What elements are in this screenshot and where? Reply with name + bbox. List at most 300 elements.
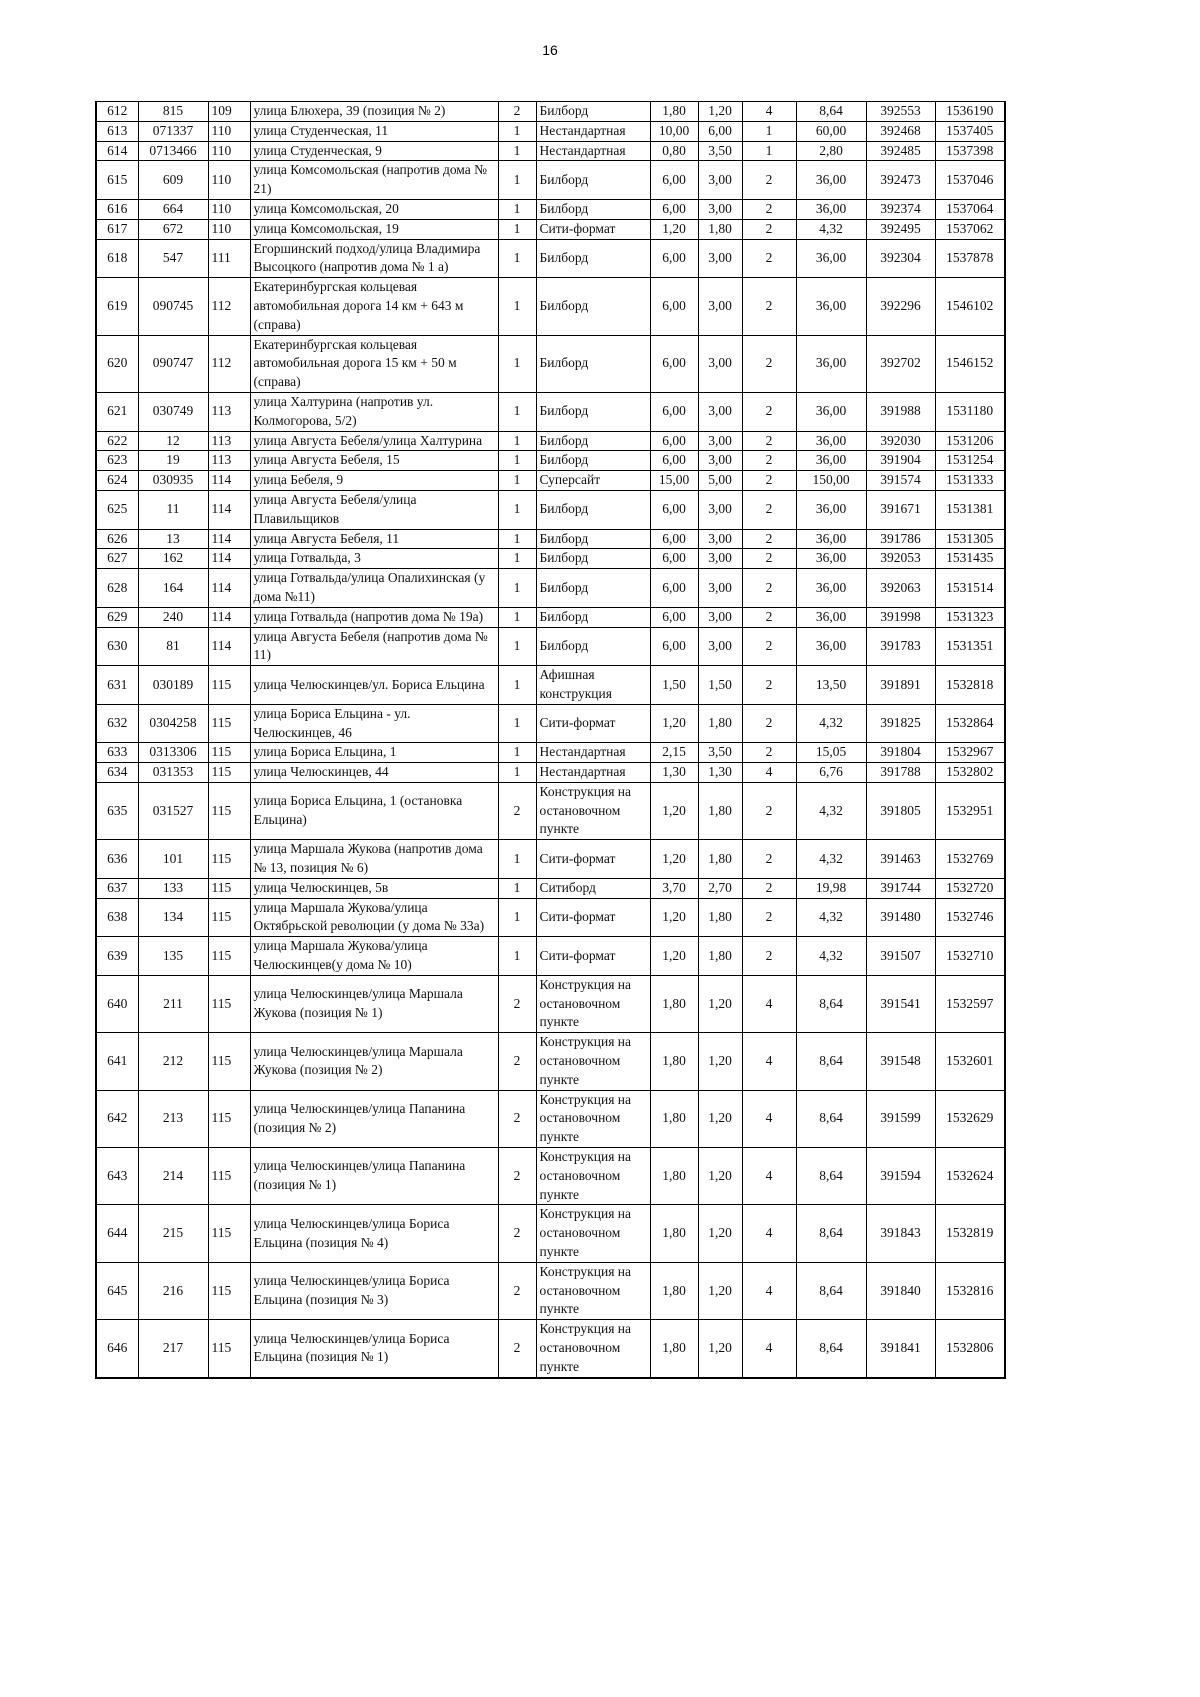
area-cell: 36,00: [796, 431, 866, 451]
area-cell: 8,64: [796, 1090, 866, 1147]
table-row: [96, 937, 1005, 976]
sides-cell: 1: [498, 569, 536, 608]
coord-x-cell: 392296: [866, 278, 935, 335]
address-cell: улица Августа Бебеля/улица Плавильщиков: [250, 490, 498, 529]
district-cell: 114: [208, 529, 250, 549]
height-cell: 1,20: [698, 1205, 742, 1262]
surfaces-cell: 1: [742, 141, 796, 161]
area-cell: 36,00: [796, 161, 866, 200]
row-number-cell: 633: [96, 743, 138, 763]
table-row: [96, 451, 1005, 471]
address-cell: улица Челюскинцев/улица Маршала Жукова (позиция № 1): [250, 975, 498, 1032]
coord-y-cell: 1532806: [935, 1320, 1005, 1378]
registry-number-cell: 090745: [138, 278, 208, 335]
district-cell: 114: [208, 607, 250, 627]
coord-y-cell: 1537398: [935, 141, 1005, 161]
height-cell: 3,00: [698, 431, 742, 451]
surfaces-cell: 2: [742, 937, 796, 976]
coord-x-cell: 392473: [866, 161, 935, 200]
coord-x-cell: 391788: [866, 763, 935, 783]
coord-x-cell: 391841: [866, 1320, 935, 1378]
area-cell: 13,50: [796, 666, 866, 705]
district-cell: 110: [208, 199, 250, 219]
width-cell: 1,80: [650, 1320, 698, 1378]
table-row: [96, 607, 1005, 627]
structure-type-cell: Ситиборд: [536, 878, 650, 898]
surfaces-cell: 2: [742, 549, 796, 569]
width-cell: 1,80: [650, 1033, 698, 1090]
coord-x-cell: 391744: [866, 878, 935, 898]
height-cell: 3,00: [698, 529, 742, 549]
table-row: [96, 392, 1005, 431]
coord-x-cell: 391574: [866, 471, 935, 491]
surfaces-cell: 4: [742, 1262, 796, 1319]
structure-type-cell: Конструкция на остановочном пункте: [536, 1205, 650, 1262]
address-cell: улица Комсомольская, 20: [250, 199, 498, 219]
row-number-cell: 622: [96, 431, 138, 451]
address-cell: улица Челюскинцев, 5в: [250, 878, 498, 898]
registry-number-cell: 664: [138, 199, 208, 219]
sides-cell: 1: [498, 704, 536, 743]
surfaces-cell: 2: [742, 490, 796, 529]
height-cell: 1,80: [698, 840, 742, 879]
structure-type-cell: Конструкция на остановочном пункте: [536, 1262, 650, 1319]
structure-type-cell: Билборд: [536, 102, 650, 122]
coord-x-cell: 391804: [866, 743, 935, 763]
table-row: [96, 141, 1005, 161]
surfaces-cell: 4: [742, 1320, 796, 1378]
address-cell: улица Маршала Жукова/улица Челюскинцев(у дома № 10): [250, 937, 498, 976]
coord-y-cell: 1532864: [935, 704, 1005, 743]
sides-cell: 2: [498, 1262, 536, 1319]
address-cell: улица Блюхера, 39 (позиция № 2): [250, 102, 498, 122]
sides-cell: 2: [498, 782, 536, 839]
table-row: [96, 471, 1005, 491]
sides-cell: 1: [498, 937, 536, 976]
row-number-cell: 640: [96, 975, 138, 1032]
structure-type-cell: Билборд: [536, 607, 650, 627]
coord-x-cell: 391599: [866, 1090, 935, 1147]
district-cell: 115: [208, 1320, 250, 1378]
coord-x-cell: 392304: [866, 239, 935, 278]
coord-y-cell: 1537062: [935, 219, 1005, 239]
table-row: [96, 219, 1005, 239]
coord-x-cell: 392495: [866, 219, 935, 239]
coord-x-cell: 391548: [866, 1033, 935, 1090]
sides-cell: 1: [498, 878, 536, 898]
height-cell: 1,80: [698, 937, 742, 976]
sides-cell: 1: [498, 141, 536, 161]
coord-x-cell: 391480: [866, 898, 935, 937]
row-number-cell: 646: [96, 1320, 138, 1378]
coord-x-cell: 392468: [866, 121, 935, 141]
address-cell: улица Бориса Ельцина, 1: [250, 743, 498, 763]
registry-number-cell: 214: [138, 1148, 208, 1205]
sides-cell: 1: [498, 743, 536, 763]
registry-number-cell: 19: [138, 451, 208, 471]
row-number-cell: 643: [96, 1148, 138, 1205]
address-cell: улица Челюскинцев/улица Папанина (позиция № 2): [250, 1090, 498, 1147]
area-cell: 4,32: [796, 898, 866, 937]
row-number-cell: 626: [96, 529, 138, 549]
row-number-cell: 634: [96, 763, 138, 783]
surfaces-cell: 2: [742, 161, 796, 200]
height-cell: 1,30: [698, 763, 742, 783]
registry-number-cell: 0304258: [138, 704, 208, 743]
area-cell: 150,00: [796, 471, 866, 491]
area-cell: 36,00: [796, 199, 866, 219]
surfaces-cell: 2: [742, 431, 796, 451]
table-row: [96, 840, 1005, 879]
coord-y-cell: 1532819: [935, 1205, 1005, 1262]
sides-cell: 1: [498, 239, 536, 278]
width-cell: 2,15: [650, 743, 698, 763]
area-cell: 4,32: [796, 840, 866, 879]
district-cell: 112: [208, 278, 250, 335]
table-row: [96, 121, 1005, 141]
structure-type-cell: Билборд: [536, 529, 650, 549]
registry-number-cell: 216: [138, 1262, 208, 1319]
surfaces-cell: 4: [742, 1090, 796, 1147]
structure-type-cell: Билборд: [536, 627, 650, 666]
area-cell: 36,00: [796, 627, 866, 666]
coord-y-cell: 1532818: [935, 666, 1005, 705]
width-cell: 6,00: [650, 278, 698, 335]
sides-cell: 2: [498, 1033, 536, 1090]
sides-cell: 1: [498, 666, 536, 705]
surfaces-cell: 2: [742, 219, 796, 239]
width-cell: 15,00: [650, 471, 698, 491]
row-number-cell: 615: [96, 161, 138, 200]
area-cell: 36,00: [796, 490, 866, 529]
table-row: [96, 878, 1005, 898]
registry-number-cell: 240: [138, 607, 208, 627]
row-number-cell: 641: [96, 1033, 138, 1090]
height-cell: 3,00: [698, 335, 742, 392]
width-cell: 6,00: [650, 569, 698, 608]
table-row: [96, 431, 1005, 451]
registry-number-cell: 0713466: [138, 141, 208, 161]
width-cell: 6,00: [650, 607, 698, 627]
structure-type-cell: Билборд: [536, 451, 650, 471]
structure-type-cell: Билборд: [536, 161, 650, 200]
address-cell: улица Бориса Ельцина - ул. Челюскинцев, 46: [250, 704, 498, 743]
surfaces-cell: 4: [742, 1033, 796, 1090]
registry-number-cell: 164: [138, 569, 208, 608]
registry-number-cell: 11: [138, 490, 208, 529]
width-cell: 6,00: [650, 161, 698, 200]
structure-type-cell: Конструкция на остановочном пункте: [536, 1148, 650, 1205]
width-cell: 6,00: [650, 451, 698, 471]
address-cell: улица Челюскинцев/улица Маршала Жукова (позиция № 2): [250, 1033, 498, 1090]
area-cell: 2,80: [796, 141, 866, 161]
structure-type-cell: Сити-формат: [536, 840, 650, 879]
surfaces-cell: 2: [742, 607, 796, 627]
table-row: [96, 1205, 1005, 1262]
row-number-cell: 630: [96, 627, 138, 666]
coord-y-cell: 1532769: [935, 840, 1005, 879]
area-cell: 36,00: [796, 549, 866, 569]
height-cell: 3,00: [698, 627, 742, 666]
table-row: [96, 490, 1005, 529]
table-row: [96, 627, 1005, 666]
coord-x-cell: 391904: [866, 451, 935, 471]
district-cell: 114: [208, 471, 250, 491]
row-number-cell: 642: [96, 1090, 138, 1147]
structure-type-cell: Билборд: [536, 490, 650, 529]
surfaces-cell: 2: [742, 840, 796, 879]
width-cell: 10,00: [650, 121, 698, 141]
district-cell: 113: [208, 431, 250, 451]
height-cell: 3,00: [698, 549, 742, 569]
registry-number-cell: 030749: [138, 392, 208, 431]
width-cell: 1,30: [650, 763, 698, 783]
surfaces-cell: 4: [742, 1205, 796, 1262]
area-cell: 4,32: [796, 219, 866, 239]
area-cell: 4,32: [796, 937, 866, 976]
width-cell: 1,80: [650, 1090, 698, 1147]
height-cell: 1,50: [698, 666, 742, 705]
structure-type-cell: Конструкция на остановочном пункте: [536, 1320, 650, 1378]
coord-y-cell: 1537046: [935, 161, 1005, 200]
width-cell: 6,00: [650, 549, 698, 569]
structure-type-cell: Билборд: [536, 569, 650, 608]
width-cell: 1,20: [650, 219, 698, 239]
width-cell: 1,20: [650, 937, 698, 976]
area-cell: 36,00: [796, 451, 866, 471]
table-row: [96, 1033, 1005, 1090]
height-cell: 1,80: [698, 219, 742, 239]
table-row: [96, 975, 1005, 1032]
surfaces-cell: 1: [742, 121, 796, 141]
surfaces-cell: 2: [742, 569, 796, 608]
district-cell: 114: [208, 569, 250, 608]
coord-x-cell: 392485: [866, 141, 935, 161]
coord-x-cell: 392063: [866, 569, 935, 608]
sides-cell: 1: [498, 431, 536, 451]
advertising-structures-table: [95, 101, 1006, 1379]
width-cell: 6,00: [650, 239, 698, 278]
height-cell: 6,00: [698, 121, 742, 141]
table-row: [96, 549, 1005, 569]
height-cell: 1,80: [698, 782, 742, 839]
coord-x-cell: 391507: [866, 937, 935, 976]
table-body: [96, 102, 1005, 1378]
area-cell: 6,76: [796, 763, 866, 783]
table-row: [96, 666, 1005, 705]
registry-number-cell: 133: [138, 878, 208, 898]
coord-x-cell: 392030: [866, 431, 935, 451]
table-row: [96, 743, 1005, 763]
sides-cell: 1: [498, 840, 536, 879]
structure-type-cell: Сити-формат: [536, 937, 650, 976]
sides-cell: 1: [498, 549, 536, 569]
width-cell: 6,00: [650, 392, 698, 431]
table-row: [96, 898, 1005, 937]
width-cell: 3,70: [650, 878, 698, 898]
table-row: [96, 239, 1005, 278]
row-number-cell: 613: [96, 121, 138, 141]
coord-y-cell: 1531351: [935, 627, 1005, 666]
width-cell: 1,50: [650, 666, 698, 705]
height-cell: 1,20: [698, 102, 742, 122]
coord-x-cell: 391825: [866, 704, 935, 743]
surfaces-cell: 2: [742, 782, 796, 839]
row-number-cell: 612: [96, 102, 138, 122]
district-cell: 112: [208, 335, 250, 392]
district-cell: 115: [208, 937, 250, 976]
coord-y-cell: 1531381: [935, 490, 1005, 529]
coord-y-cell: 1532746: [935, 898, 1005, 937]
address-cell: улица Маршала Жукова/улица Октябрьской революции (у дома № 33а): [250, 898, 498, 937]
surfaces-cell: 2: [742, 451, 796, 471]
district-cell: 114: [208, 549, 250, 569]
row-number-cell: 635: [96, 782, 138, 839]
registry-number-cell: 135: [138, 937, 208, 976]
structure-type-cell: Сити-формат: [536, 898, 650, 937]
height-cell: 1,80: [698, 704, 742, 743]
coord-y-cell: 1536190: [935, 102, 1005, 122]
address-cell: улица Студенческая, 11: [250, 121, 498, 141]
width-cell: 6,00: [650, 529, 698, 549]
address-cell: улица Челюскинцев/улица Бориса Ельцина (позиция № 3): [250, 1262, 498, 1319]
height-cell: 1,20: [698, 1320, 742, 1378]
height-cell: 3,50: [698, 743, 742, 763]
district-cell: 114: [208, 490, 250, 529]
surfaces-cell: 2: [742, 704, 796, 743]
surfaces-cell: 4: [742, 1148, 796, 1205]
width-cell: 1,20: [650, 898, 698, 937]
registry-number-cell: 030935: [138, 471, 208, 491]
registry-number-cell: 81: [138, 627, 208, 666]
district-cell: 115: [208, 878, 250, 898]
area-cell: 4,32: [796, 782, 866, 839]
area-cell: 36,00: [796, 392, 866, 431]
sides-cell: 2: [498, 1205, 536, 1262]
district-cell: 115: [208, 975, 250, 1032]
row-number-cell: 631: [96, 666, 138, 705]
row-number-cell: 617: [96, 219, 138, 239]
coord-y-cell: 1531435: [935, 549, 1005, 569]
area-cell: 8,64: [796, 1205, 866, 1262]
structure-type-cell: Билборд: [536, 431, 650, 451]
address-cell: улица Августа Бебеля (напротив дома № 11): [250, 627, 498, 666]
row-number-cell: 628: [96, 569, 138, 608]
district-cell: 113: [208, 451, 250, 471]
surfaces-cell: 2: [742, 666, 796, 705]
table-row: [96, 1148, 1005, 1205]
structure-type-cell: Суперсайт: [536, 471, 650, 491]
row-number-cell: 616: [96, 199, 138, 219]
surfaces-cell: 4: [742, 102, 796, 122]
surfaces-cell: 2: [742, 335, 796, 392]
sides-cell: 1: [498, 763, 536, 783]
table-row: [96, 529, 1005, 549]
district-cell: 115: [208, 1090, 250, 1147]
width-cell: 1,20: [650, 840, 698, 879]
width-cell: 1,80: [650, 1262, 698, 1319]
table-row: [96, 763, 1005, 783]
structure-type-cell: Афишная конструкция: [536, 666, 650, 705]
width-cell: 1,20: [650, 704, 698, 743]
district-cell: 115: [208, 763, 250, 783]
sides-cell: 1: [498, 607, 536, 627]
structure-type-cell: Билборд: [536, 278, 650, 335]
height-cell: 5,00: [698, 471, 742, 491]
width-cell: 0,80: [650, 141, 698, 161]
table-row: [96, 199, 1005, 219]
area-cell: 19,98: [796, 878, 866, 898]
height-cell: 1,20: [698, 975, 742, 1032]
sides-cell: 2: [498, 102, 536, 122]
area-cell: 36,00: [796, 335, 866, 392]
coord-x-cell: 391541: [866, 975, 935, 1032]
structure-type-cell: Конструкция на остановочном пункте: [536, 975, 650, 1032]
row-number-cell: 639: [96, 937, 138, 976]
row-number-cell: 638: [96, 898, 138, 937]
height-cell: 3,00: [698, 239, 742, 278]
width-cell: 1,80: [650, 102, 698, 122]
sides-cell: 2: [498, 1320, 536, 1378]
coord-y-cell: 1532710: [935, 937, 1005, 976]
address-cell: улица Комсомольская (напротив дома № 21): [250, 161, 498, 200]
table-row: [96, 704, 1005, 743]
surfaces-cell: 2: [742, 898, 796, 937]
row-number-cell: 618: [96, 239, 138, 278]
district-cell: 110: [208, 121, 250, 141]
height-cell: 3,00: [698, 490, 742, 529]
coord-y-cell: 1531180: [935, 392, 1005, 431]
address-cell: улица Челюскинцев/ул. Бориса Ельцина: [250, 666, 498, 705]
coord-y-cell: 1531323: [935, 607, 1005, 627]
height-cell: 3,00: [698, 278, 742, 335]
sides-cell: 1: [498, 529, 536, 549]
district-cell: 109: [208, 102, 250, 122]
row-number-cell: 620: [96, 335, 138, 392]
registry-number-cell: 547: [138, 239, 208, 278]
registry-number-cell: 030189: [138, 666, 208, 705]
row-number-cell: 624: [96, 471, 138, 491]
coord-x-cell: 391594: [866, 1148, 935, 1205]
coord-x-cell: 392702: [866, 335, 935, 392]
address-cell: улица Маршала Жукова (напротив дома № 13, позиция № 6): [250, 840, 498, 879]
coord-y-cell: 1532601: [935, 1033, 1005, 1090]
coord-y-cell: 1532802: [935, 763, 1005, 783]
address-cell: улица Бебеля, 9: [250, 471, 498, 491]
coord-y-cell: 1532967: [935, 743, 1005, 763]
surfaces-cell: 4: [742, 975, 796, 1032]
structure-type-cell: Билборд: [536, 549, 650, 569]
height-cell: 3,00: [698, 199, 742, 219]
district-cell: 113: [208, 392, 250, 431]
sides-cell: 1: [498, 199, 536, 219]
table-row: [96, 102, 1005, 122]
height-cell: 3,00: [698, 607, 742, 627]
registry-number-cell: 162: [138, 549, 208, 569]
sides-cell: 2: [498, 1148, 536, 1205]
height-cell: 3,00: [698, 161, 742, 200]
surfaces-cell: 2: [742, 278, 796, 335]
sides-cell: 2: [498, 975, 536, 1032]
row-number-cell: 636: [96, 840, 138, 879]
coord-x-cell: 391463: [866, 840, 935, 879]
area-cell: 60,00: [796, 121, 866, 141]
row-number-cell: 637: [96, 878, 138, 898]
area-cell: 36,00: [796, 529, 866, 549]
district-cell: 115: [208, 743, 250, 763]
area-cell: 8,64: [796, 102, 866, 122]
registry-number-cell: 815: [138, 102, 208, 122]
